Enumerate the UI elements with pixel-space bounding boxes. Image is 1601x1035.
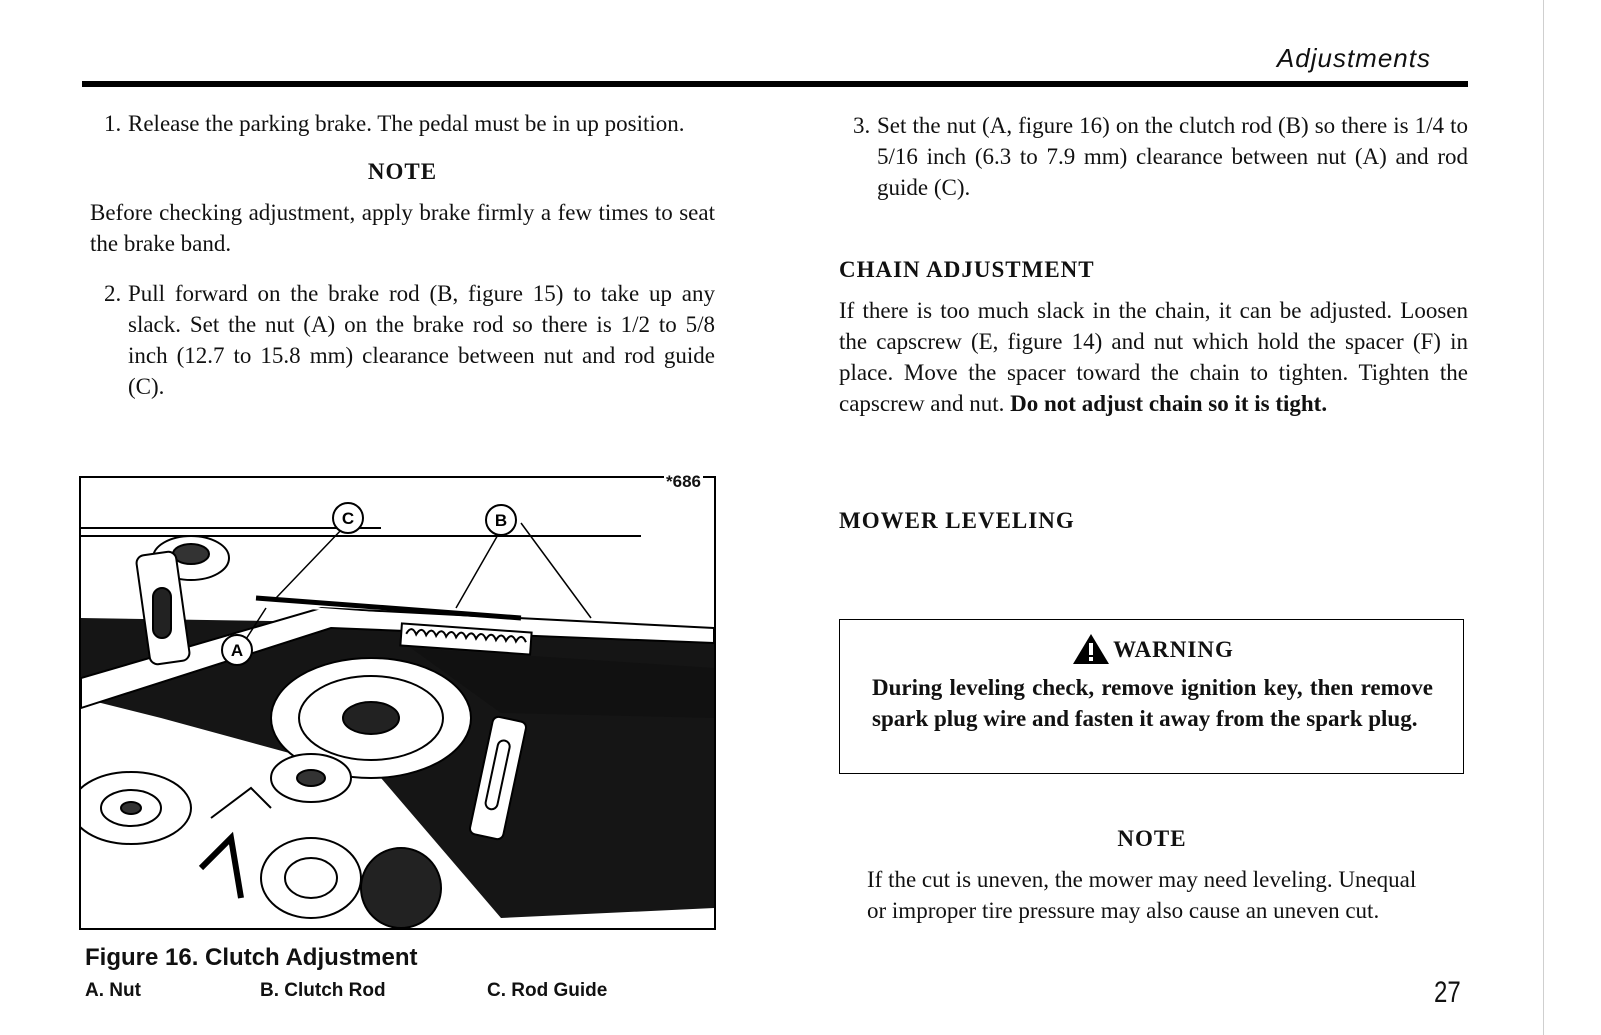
note-text: Before checking adjustment, apply brake firmly a few times to seat the brake band. bbox=[90, 200, 715, 256]
warning-triangle-icon bbox=[1071, 632, 1111, 666]
step-1 bbox=[90, 108, 705, 139]
step-2 bbox=[90, 278, 715, 402]
page-number: 27 bbox=[1434, 976, 1461, 1009]
callout-b-label: B bbox=[494, 511, 508, 530]
figure-16-illustration bbox=[79, 476, 716, 930]
step-2-text: Pull forward on the brake rod (B, figure 15) to take up any slack. Set the nut (A) on the brake rod so there is 1/2 to 5/8 inch (12.7 to 15.8 mm) clearance between nut and rod guide (C). bbox=[128, 281, 715, 399]
legend-a: A. Nut bbox=[85, 980, 141, 1001]
note-heading: NOTE bbox=[367, 159, 438, 184]
chain-adjustment-heading: CHAIN ADJUSTMENT bbox=[839, 257, 1095, 282]
callout-c-label: C bbox=[341, 509, 355, 528]
right-column bbox=[839, 110, 1468, 536]
clutch-mechanism-drawing bbox=[81, 478, 714, 928]
callout-a-label: A bbox=[230, 641, 244, 660]
warning-box bbox=[839, 619, 1464, 774]
mower-leveling-heading: MOWER LEVELING bbox=[839, 508, 1075, 533]
legend-c: C. Rod Guide bbox=[487, 980, 608, 1001]
step-3-text: Set the nut (A, figure 16) on the clutch rod (B) so there is 1/4 to 5/16 inch (6.3 to 7.9 mm) clearance between nut (A) and rod guide (C). bbox=[877, 113, 1468, 200]
right-note-text: If the cut is uneven, the mower may need leveling. Unequal or improper tire pressure may also cause an uneven cut. bbox=[867, 867, 1417, 923]
step-2-number: 2. bbox=[104, 281, 122, 306]
left-column bbox=[90, 108, 715, 402]
step-3 bbox=[839, 110, 1468, 203]
legend-b: B. Clutch Rod bbox=[260, 980, 386, 1001]
right-note bbox=[867, 823, 1437, 926]
page-edge-line bbox=[1543, 0, 1544, 1035]
chain-adjustment-text bbox=[839, 295, 1468, 419]
section-title: Adjustments bbox=[1276, 43, 1431, 73]
header-rule bbox=[82, 81, 1468, 87]
warning-heading-row bbox=[872, 632, 1433, 666]
step-1-text: Release the parking brake. The pedal must be in up position. bbox=[128, 111, 685, 136]
chain-adjustment-body: If there is too much slack in the chain, it can be adjusted. Loosen the capscrew (E, figure 14) and nut which hold the spacer (F) in place. Move the spacer toward the chain to tighten. Tighten the capscrew and nut. bbox=[839, 298, 1468, 416]
figure-caption: Figure 16. Clutch Adjustment bbox=[85, 944, 418, 971]
step-1-number: 1. bbox=[104, 111, 122, 136]
right-note-heading: NOTE bbox=[1117, 826, 1187, 851]
step-3-number: 3. bbox=[853, 113, 871, 138]
warning-heading: WARNING bbox=[1113, 636, 1234, 662]
figure-code: *686 bbox=[666, 472, 701, 491]
warning-text: During leveling check, remove ignition key, then remove spark plug wire and fasten it away from the spark plug. bbox=[872, 675, 1433, 731]
chain-adjustment-warning: Do not adjust chain so it is tight. bbox=[1010, 391, 1328, 416]
